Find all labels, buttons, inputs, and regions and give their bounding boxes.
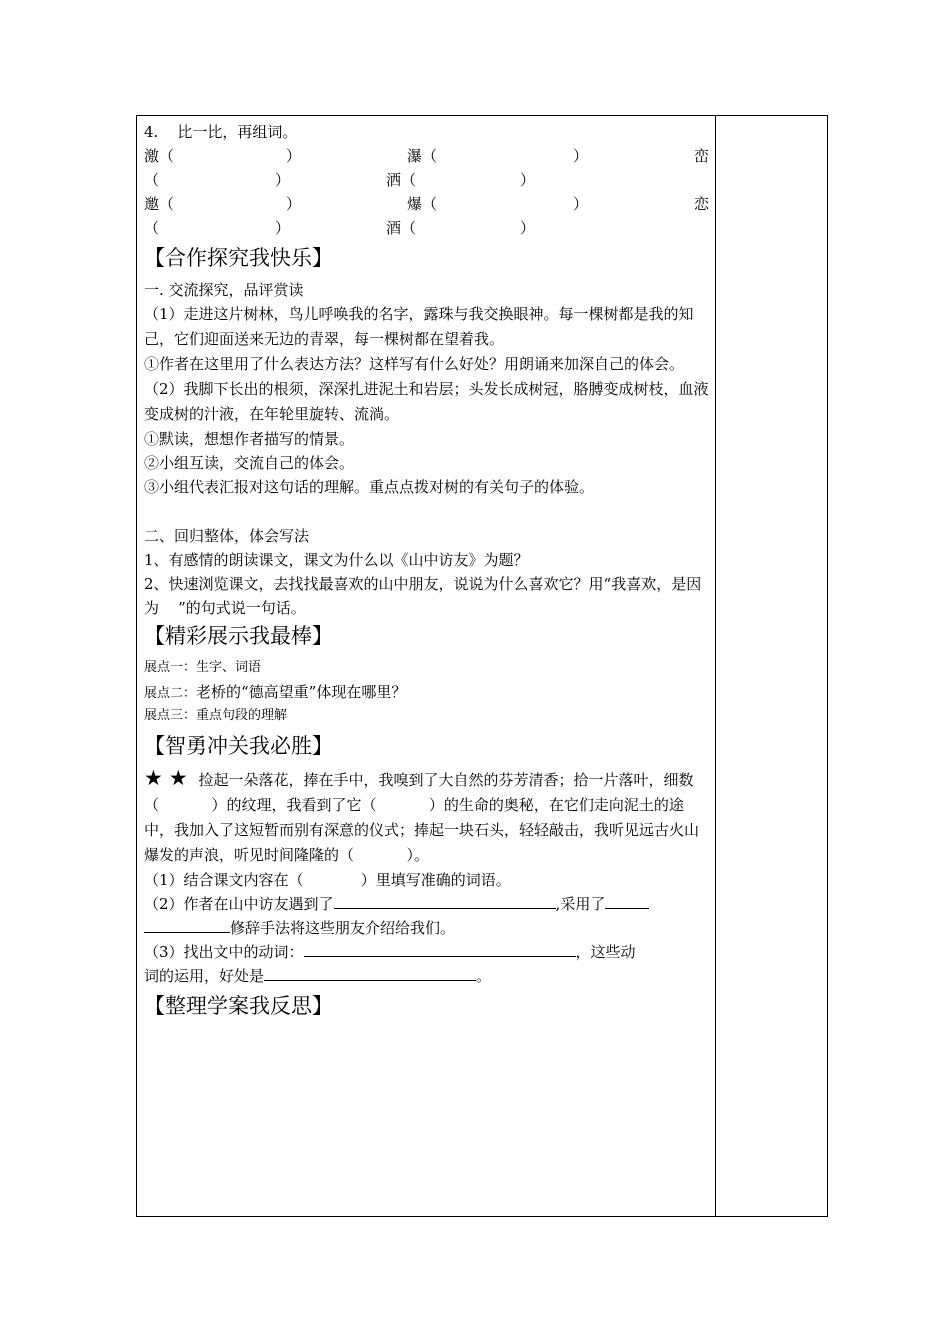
word-compare-row-2: （ ） 洒（ ） (144, 171, 536, 189)
star-rating-icon: ★★ (144, 766, 194, 790)
question-1: ①作者在这里用了什么表达方法？这样写有什么好处？用朗诵来加深自己的体会。 (144, 355, 685, 373)
answer-blank[interactable] (144, 916, 230, 933)
main-cell (144, 120, 709, 1026)
word-compare-row-4: （ ） 酒（ ） (144, 219, 536, 237)
sub-question-3-line-2: 词的运用，好处是 。 (144, 964, 709, 988)
sub-question-2-line-2: 修辞手法将这些朋友介绍给我们。 (144, 916, 709, 940)
question-2: ①默读，想想作者描写的情景。 (144, 430, 355, 448)
passage-1: （1）走进这片树林，鸟儿呼唤我的名字，露珠与我交换眼神。每一棵树都是我的知己，它们迎面送来无边的青翠，每一棵树都在望着我。 (144, 305, 694, 348)
heading-challenge: 【智勇冲关我必胜】 (144, 734, 333, 758)
showcase-point-2: 展点二：老桥的“德高望重”体现在哪里？ (144, 683, 407, 701)
worksheet-table (136, 115, 828, 1217)
showcase-point-3: 展点三：重点句段的理解 (144, 708, 288, 723)
question-4: ③小组代表汇报对这句话的理解。重点点拨对树的有关句子的体验。 (144, 478, 595, 496)
sub-question-2-line-1: （2）作者在山中访友遇到了 ,采用了 (144, 892, 709, 916)
heading-cooperate: 【合作探究我快乐】 (144, 246, 333, 270)
question-5: 1、有感情的朗读课文，课文为什么以《山中访友》为题？ (144, 551, 529, 569)
question-6: 2、快速浏览课文，去找找最喜欢的山中朋友，说说为什么喜欢它？用“我喜欢，是因为 ”的句式说一句话。 (144, 575, 702, 617)
answer-blank[interactable] (334, 892, 556, 909)
passage-2: （2）我脚下长出的根须，深深扎进泥土和岩层；头发长成树冠，胳膊变成树枝，血液变成树的汁液，在年轮里旋转、流淌。 (144, 380, 709, 423)
answer-blank[interactable] (264, 964, 476, 981)
part-1-title: 一. 交流探究，品评赏读 (144, 281, 304, 299)
exercise-4-title: 4. 比一比，再组词。 (144, 123, 298, 141)
part-2-title: 二、回归整体，体会写法 (144, 527, 310, 545)
word-luan: 峦 (693, 147, 709, 165)
sub-question-3-line-1: （3）找出文中的动词： ，这些动 (144, 940, 709, 964)
showcase-point-1: 展点一：生字、词语 (144, 660, 262, 675)
word-compare-row-1: 激（ ） 瀑（ ） 峦 (144, 144, 709, 168)
heading-reflect: 【整理学案我反思】 (144, 994, 333, 1018)
answer-blank[interactable] (605, 892, 649, 909)
question-3: ②小组互读，交流自己的体会。 (144, 454, 355, 472)
word-lian: 恋 (693, 195, 709, 213)
word-compare-row-3: 邀（ ） 爆（ ） 恋 (144, 192, 709, 216)
sub-question-1: （1）结合课文内容在（ ）里填写准确的词语。 (144, 871, 511, 889)
column-divider (715, 116, 716, 1216)
heading-showcase: 【精彩展示我最棒】 (144, 624, 333, 648)
answer-blank[interactable] (304, 940, 576, 957)
challenge-passage: ★★ 捡起一朵落花，捧在手中，我嗅到了大自然的芬芳清香；拾一片落叶，细数（ ）的纹理，我看到了它（ ）的生命的奥秘，在它们走向泥土的途中，我加入了这短暂而别有深意的仪式；捧起一块石头，轻轻敲击，我听见远古火山爆发的声浪，听见时间隆隆的（ ）。 (144, 766, 700, 864)
